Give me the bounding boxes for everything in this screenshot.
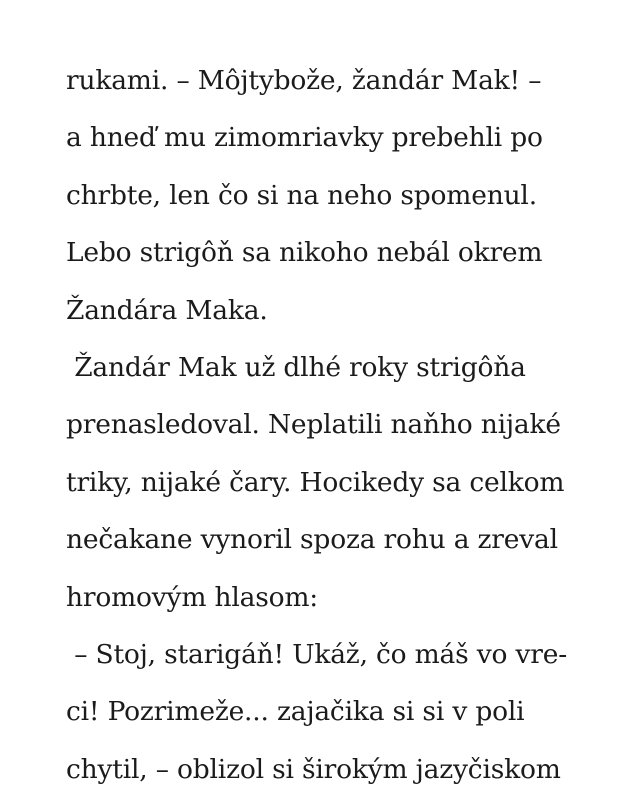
- text-line: chytil, – oblizol si širokým jazyčiskom: [66, 753, 561, 785]
- text-line: Žandára Maka.: [66, 294, 268, 326]
- text-line: hromovým hlasom:: [66, 581, 319, 613]
- text-line: Žandár Mak už dlhé roky strigôňa: [66, 351, 526, 383]
- text-line: – Stoj, starigáň! Ukáž, čo máš vo vre-: [66, 638, 568, 670]
- text-line: prenasledoval. Neplatili naňho nijaké: [66, 409, 561, 441]
- book-text: [66, 52, 626, 798]
- text-line: ci! Pozrimeže... zajačika si si v poli: [66, 696, 525, 728]
- text-line: nečakane vynoril spoza rohu a zreval: [66, 524, 558, 556]
- text-line: rukami. – Môjtybože, žandár Mak! –: [66, 65, 542, 96]
- text-line: triky, nijaké čary. Hocikedy sa celkom: [66, 466, 565, 498]
- text-line: Lebo strigôň sa nikoho nebál okrem: [66, 237, 543, 269]
- text-line: chrbte, len čo si na neho spomenul.: [66, 179, 537, 211]
- text-line: a hneď mu zimomriavky prebehli po: [66, 122, 543, 154]
